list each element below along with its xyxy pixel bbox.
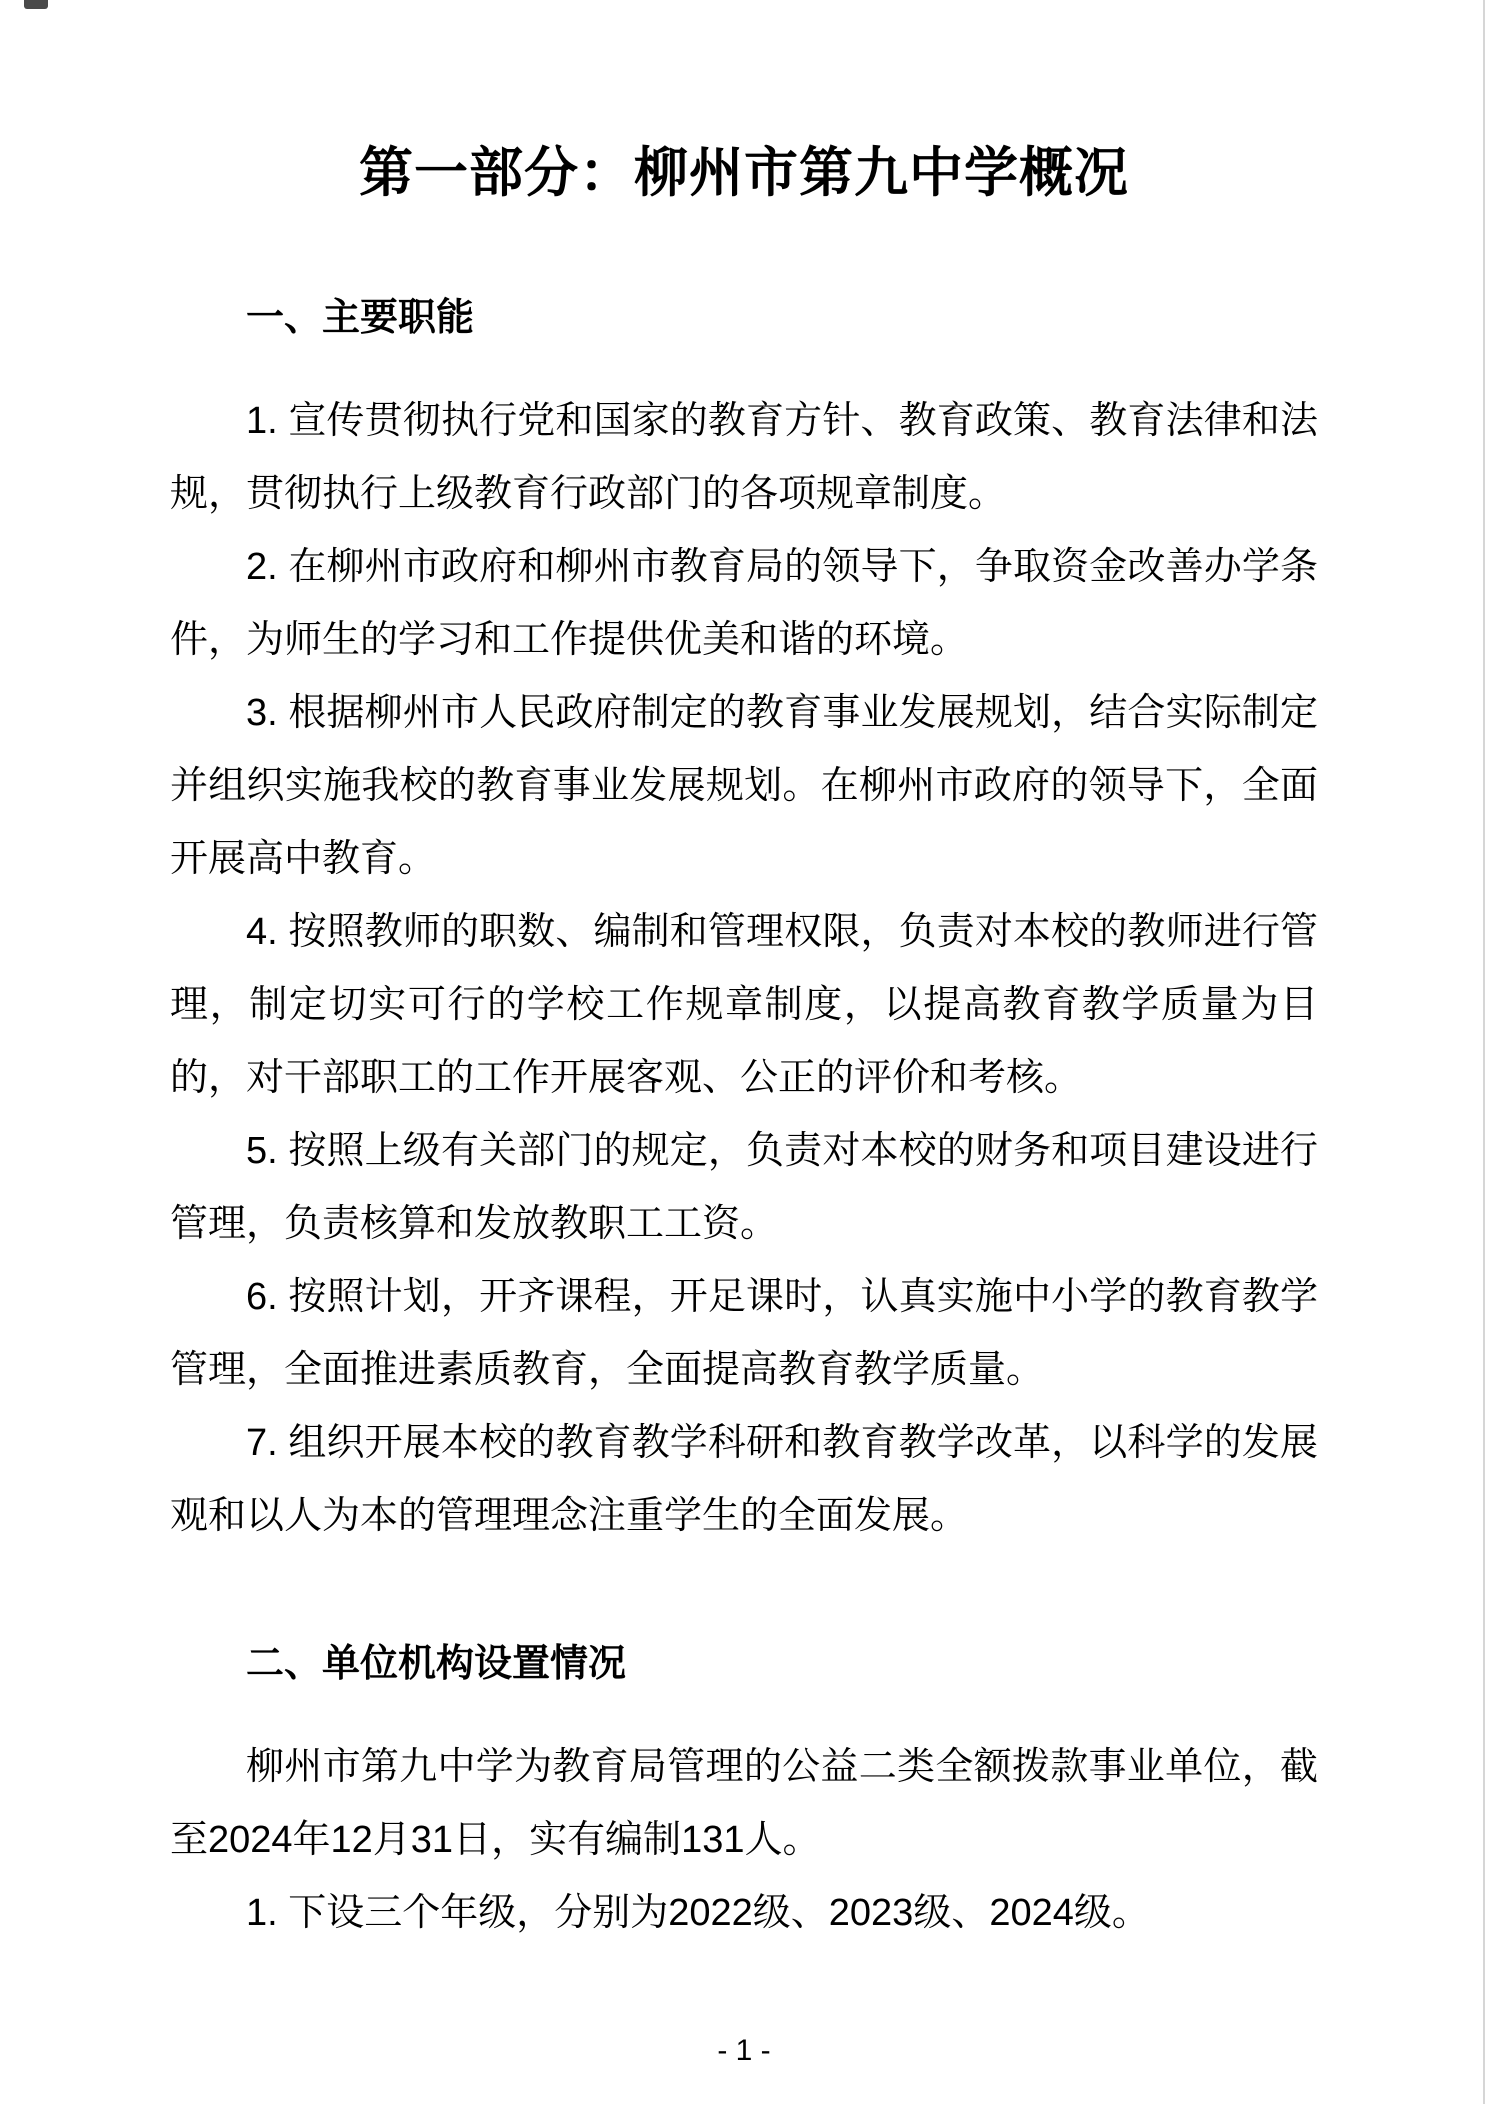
- page-number: - 1 -: [717, 2034, 771, 2067]
- paragraph-function-7: 7. 组织开展本校的教育教学科研和教育教学改革，以科学的发展观和以人为本的管理理念注重学生的全面发展。: [170, 1422, 1318, 1537]
- page-edge-line: [1483, 0, 1485, 2104]
- paragraph-org-overview: 柳州市第九中学为教育局管理的公益二类全额拨款事业单位，截至2024年12月31日，实有编制131人。: [170, 1746, 1318, 1861]
- paragraph-function-2: 2. 在柳州市政府和柳州市教育局的领导下，争取资金改善办学条件，为师生的学习和工作提供优美和谐的环境。: [170, 546, 1318, 661]
- document-title: 第一部分：柳州市第九中学概况: [359, 143, 1129, 203]
- paragraph-function-4: 4. 按照教师的职数、编制和管理权限，负责对本校的教师进行管理，制定切实可行的学校工作规章制度，以提高教育教学质量为目的，对干部职工的工作开展客观、公正的评价和考核。: [170, 911, 1318, 1099]
- scan-artifact-mark: [24, 0, 48, 9]
- paragraph-function-1: 1. 宣传贯彻执行党和国家的教育方针、教育政策、教育法律和法规，贯彻执行上级教育行政部门的各项规章制度。: [170, 400, 1318, 515]
- paragraph-function-5: 5. 按照上级有关部门的规定，负责对本校的财务和项目建设进行管理，负责核算和发放教职工工资。: [170, 1130, 1318, 1245]
- section-heading-org-structure: 二、单位机构设置情况: [246, 1643, 627, 1685]
- paragraph-org-grades: 1. 下设三个年级，分别为2022级、2023级、2024级。: [246, 1892, 1150, 1934]
- paragraph-function-3: 3. 根据柳州市人民政府制定的教育事业发展规划，结合实际制定并组织实施我校的教育事业发展规划。在柳州市政府的领导下，全面开展高中教育。: [170, 692, 1318, 880]
- section-heading-main-functions: 一、主要职能: [246, 297, 475, 339]
- section-org-structure: [170, 1628, 1318, 1950]
- paragraph-function-6: 6. 按照计划，开齐课程，开足课时，认真实施中小学的教育教学管理，全面推进素质教育，全面提高教育教学质量。: [170, 1276, 1318, 1391]
- section-main-functions: [170, 282, 1318, 1553]
